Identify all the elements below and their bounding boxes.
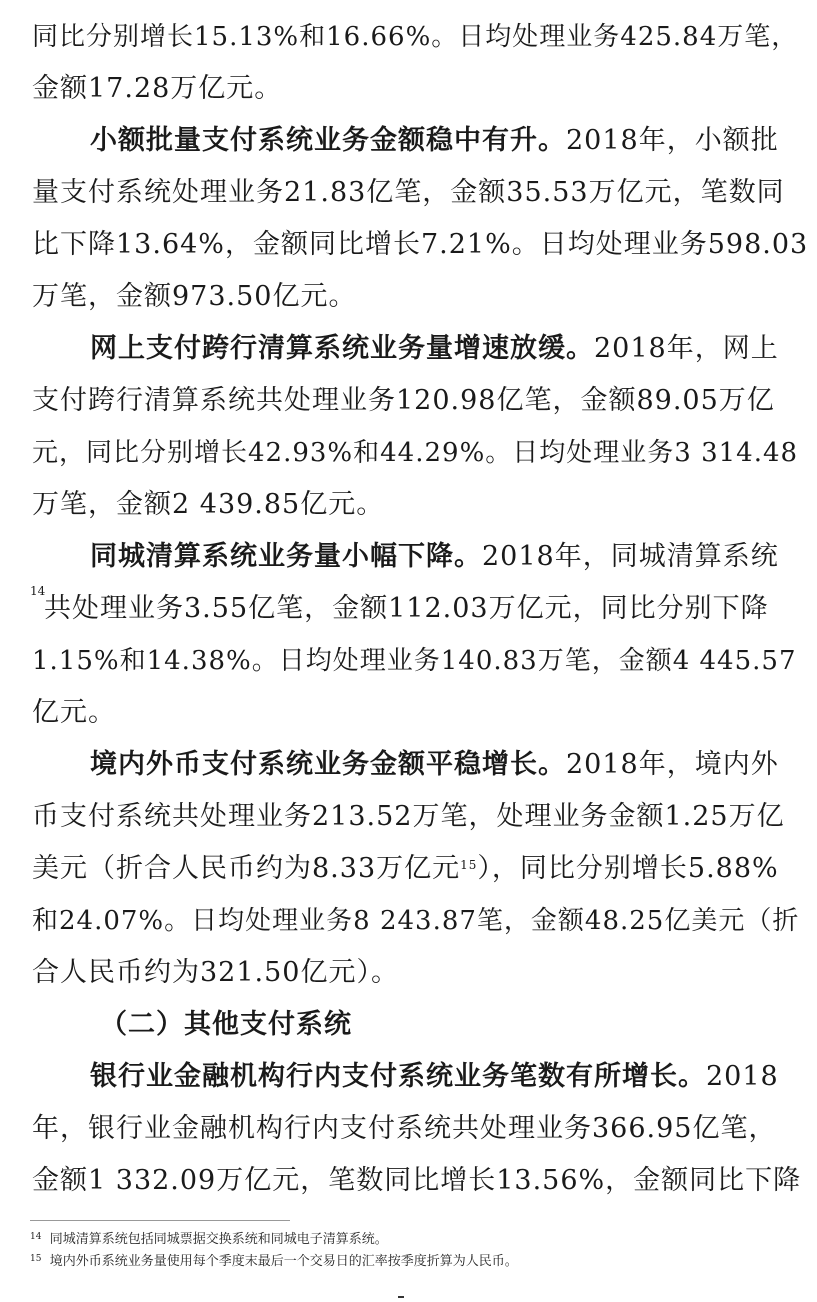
paragraph-line: 亿元。 (32, 697, 116, 728)
paragraph-line: 金额17.28万亿元。 (32, 73, 283, 104)
footnote: $^{15}$ 境内外币系统业务量使用每个季度末最后一个交易日的汇率按季度折算为人民币。 (30, 1254, 518, 1269)
paragraph-line: 年，银行业金融机构行内支付系统共处理业务366.95亿笔， (32, 1113, 777, 1144)
paragraph-line: 和24.07%。日均处理业务8 243.87笔，金额48.25亿美元（折 (32, 906, 800, 936)
paragraph-line: 小额批量支付系统业务金额稳中有升。2018年，小额批 (90, 125, 779, 156)
paragraph-line: 量支付系统处理业务21.83亿笔，金额35.53万亿元，笔数同 (32, 177, 785, 208)
paragraph-line: 同城清算系统业务量小幅下降。2018年，同城清算系统 (90, 541, 779, 572)
paragraph-line: 比下降13.64%，金额同比增长7.21%。日均处理业务598.03 (32, 229, 809, 260)
paragraph-line: 万笔，金额973.50亿元。 (32, 281, 357, 312)
paragraph-line: 网上支付跨行清算系统业务量增速放缓。2018年，网上 (90, 333, 779, 364)
section-lead: 同城清算系统业务量小幅下降。 (90, 541, 482, 572)
paragraph-line: 元，同比分别增长42.93%和44.29%。日均处理业务3 314.48 (32, 438, 799, 468)
footnote-ref-14: 14 (30, 584, 46, 598)
paragraph-line: 1.15%和14.38%。日均处理业务140.83万笔，金额4 445.57 (32, 646, 797, 676)
section-heading: （二）其他支付系统 (100, 1009, 352, 1040)
paragraph-line: 共处理业务3.55亿笔，金额112.03万亿元，同比分别下降 (44, 593, 769, 624)
section-lead: 境内外币支付系统业务金额平稳增长。 (90, 749, 566, 780)
paragraph-line: 支付跨行清算系统共处理业务120.98亿笔，金额89.05万亿 (32, 385, 775, 416)
footnote: $^{14}$ 同城清算系统包括同城票据交换系统和同城电子清算系统。 (30, 1232, 388, 1247)
paragraph-line: 合人民币约为321.50亿元）。 (32, 957, 399, 988)
paragraph-line: 境内外币支付系统业务金额平稳增长。2018年，境内外 (90, 749, 779, 780)
footnote-ref-15: 15 (460, 858, 478, 872)
section-lead: 银行业金融机构行内支付系统业务笔数有所增长。 (90, 1061, 706, 1092)
footnote-divider (30, 1220, 290, 1221)
paragraph-line: 美元（折合人民币约为8.33万亿元$^{15}$），同比分别增长5.88% (32, 853, 779, 884)
paragraph-line: 同比分别增长15.13%和16.66%。日均处理业务425.84万笔， (32, 22, 799, 52)
section-lead: 小额批量支付系统业务金额稳中有升。 (90, 125, 566, 156)
section-lead: 网上支付跨行清算系统业务量增速放缓。 (90, 333, 594, 364)
paragraph-line: 金额1 332.09万亿元，笔数同比增长13.56%，金额同比下降 (32, 1165, 802, 1196)
paragraph-line: 币支付系统共处理业务213.52万笔，处理业务金额1.25万亿 (32, 801, 785, 832)
paragraph-line: 万笔，金额2 439.85亿元。 (32, 489, 385, 520)
paragraph-line: 银行业金融机构行内支付系统业务笔数有所增长。2018 (90, 1061, 779, 1092)
page-number-fragment (398, 1296, 404, 1298)
